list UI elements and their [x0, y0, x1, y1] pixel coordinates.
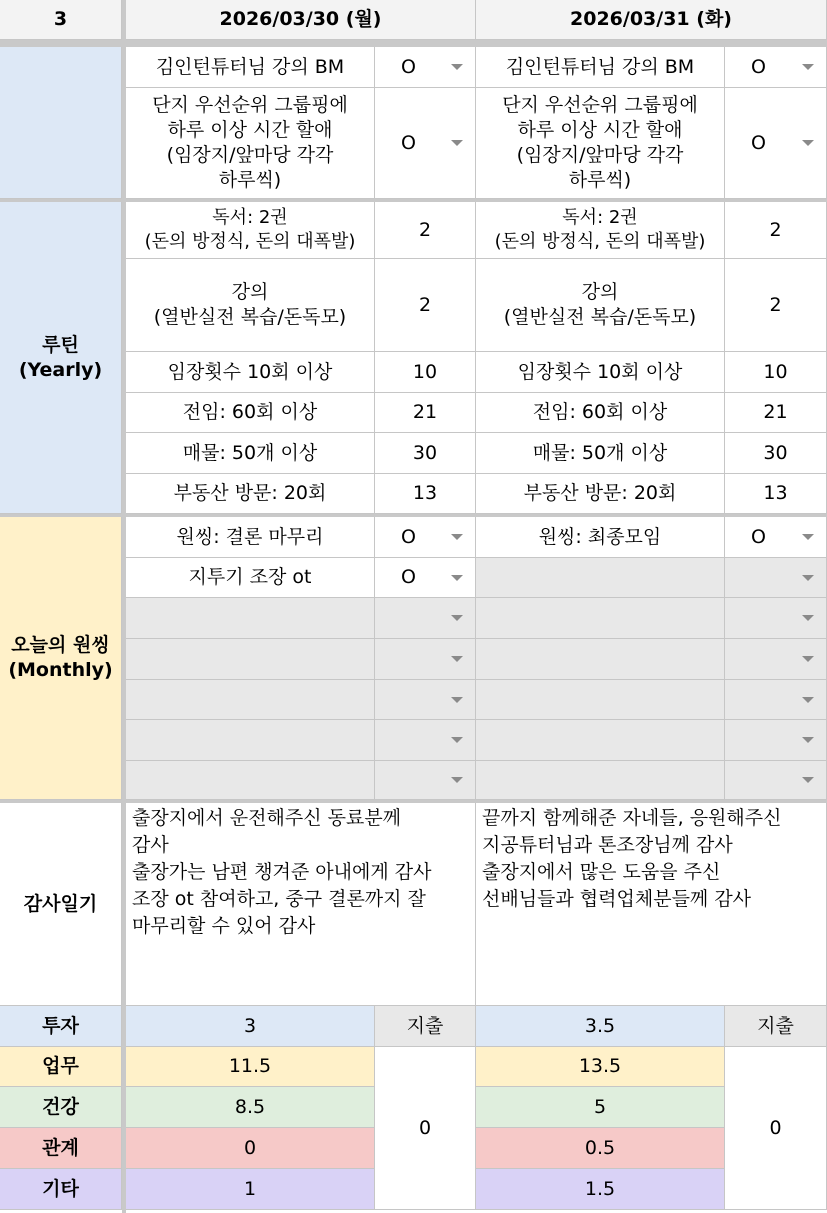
one-thing-label[interactable]: [476, 598, 725, 639]
stat-invest-value[interactable]: 3.5: [476, 1006, 725, 1047]
stat-label-work[interactable]: 업무: [0, 1047, 122, 1087]
routine-label[interactable]: 부동산 방문: 20회: [126, 474, 375, 514]
routine-value[interactable]: 30: [725, 433, 827, 474]
routine-label[interactable]: 전임: 60회 이상: [476, 393, 725, 433]
routine-value[interactable]: 2: [725, 202, 827, 259]
stat-health-value[interactable]: 5: [476, 1087, 725, 1128]
chevron-down-icon[interactable]: [802, 534, 814, 540]
gratitude-section-label[interactable]: 감사일기: [0, 803, 122, 1006]
stat-etc-value[interactable]: 1.5: [476, 1169, 725, 1210]
stat-relation-value[interactable]: 0: [126, 1128, 375, 1169]
routine-value[interactable]: 10: [375, 352, 476, 393]
routine-label[interactable]: 독서: 2권 (돈의 방정식, 돈의 대폭발): [476, 202, 725, 259]
expense-value[interactable]: 0: [375, 1047, 476, 1210]
chevron-down-icon[interactable]: [451, 64, 463, 70]
one-thing-status-dropdown[interactable]: [375, 761, 476, 800]
one-thing-label[interactable]: [476, 680, 725, 720]
routine-value[interactable]: 2: [375, 202, 476, 259]
one-thing-section-label[interactable]: 오늘의 원씽 (Monthly): [0, 517, 122, 800]
chevron-down-icon[interactable]: [451, 697, 463, 703]
routine-value[interactable]: 2: [725, 259, 827, 352]
routine-label[interactable]: 전임: 60회 이상: [126, 393, 375, 433]
chevron-down-icon[interactable]: [451, 534, 463, 540]
chevron-down-icon[interactable]: [802, 64, 814, 70]
chevron-down-icon[interactable]: [802, 777, 814, 783]
week-number-cell[interactable]: [0, 0, 122, 40]
chevron-down-icon[interactable]: [451, 737, 463, 743]
routine-value[interactable]: 30: [375, 433, 476, 474]
gratitude-diary-day1[interactable]: 출장지에서 운전해주신 동료분께 감사 출장가는 남편 챙겨준 아내에게 감사 조장 ot 참여하고, 중구 결론까지 잘 마무리할 수 있어 감사: [126, 803, 476, 1006]
task-status-dropdown[interactable]: O: [725, 47, 827, 88]
chevron-down-icon[interactable]: [451, 615, 463, 621]
one-thing-label[interactable]: [476, 558, 725, 598]
chevron-down-icon[interactable]: [802, 615, 814, 621]
routine-label[interactable]: 강의 (열반실전 복습/돈독모): [126, 259, 375, 352]
one-thing-label[interactable]: 원씽: 결론 마무리: [126, 517, 375, 558]
one-thing-status-dropdown[interactable]: [375, 680, 476, 720]
one-thing-label[interactable]: [126, 720, 375, 761]
stat-etc-value[interactable]: 1: [126, 1169, 375, 1210]
one-thing-label[interactable]: [476, 639, 725, 680]
routine-section-label[interactable]: 루틴 (Yearly): [0, 202, 122, 514]
task-status-dropdown[interactable]: O: [375, 88, 476, 199]
routine-value[interactable]: 13: [375, 474, 476, 514]
chevron-down-icon[interactable]: [451, 656, 463, 662]
expense-value[interactable]: 0: [725, 1047, 827, 1210]
one-thing-label[interactable]: [126, 598, 375, 639]
chevron-down-icon[interactable]: [802, 656, 814, 662]
routine-value[interactable]: 21: [375, 393, 476, 433]
routine-value[interactable]: 2: [375, 259, 476, 352]
stat-work-value[interactable]: 11.5: [126, 1047, 375, 1087]
chevron-down-icon[interactable]: [451, 575, 463, 581]
stat-label-invest[interactable]: 투자: [0, 1006, 122, 1047]
routine-value[interactable]: 10: [725, 352, 827, 393]
routine-label[interactable]: 독서: 2권 (돈의 방정식, 돈의 대폭발): [126, 202, 375, 259]
routine-label[interactable]: 임장횟수 10회 이상: [476, 352, 725, 393]
one-thing-status-dropdown[interactable]: O: [375, 517, 476, 558]
chevron-down-icon[interactable]: [802, 140, 814, 146]
one-thing-label[interactable]: [126, 639, 375, 680]
one-thing-label[interactable]: [126, 680, 375, 720]
routine-label[interactable]: 임장횟수 10회 이상: [126, 352, 375, 393]
one-thing-label[interactable]: [126, 761, 375, 800]
task-status-dropdown[interactable]: O: [375, 47, 476, 88]
one-thing-status-dropdown[interactable]: O: [725, 517, 827, 558]
gratitude-diary-day2[interactable]: 끝까지 함께해준 자네들, 응원해주신 지공튜터님과 톤조장님께 감사 출장지에서 많은 도움을 주신 선배님들과 협력업체분들께 감사: [476, 803, 827, 1006]
routine-label[interactable]: 매물: 50개 이상: [476, 433, 725, 474]
stat-label-health[interactable]: 건강: [0, 1087, 122, 1128]
one-thing-label[interactable]: 원씽: 최종모임: [476, 517, 725, 558]
top-tasks-label-cell[interactable]: [0, 47, 122, 199]
routine-value[interactable]: 21: [725, 393, 827, 433]
stat-relation-value[interactable]: 0.5: [476, 1128, 725, 1169]
expense-label[interactable]: 지출: [725, 1006, 827, 1047]
one-thing-status-dropdown[interactable]: [725, 598, 827, 639]
task-status-dropdown[interactable]: O: [725, 88, 827, 199]
stat-work-value[interactable]: 13.5: [476, 1047, 725, 1087]
date-header-day1[interactable]: 2026/03/30 (월): [126, 0, 476, 40]
one-thing-status-dropdown[interactable]: [725, 639, 827, 680]
expense-label[interactable]: 지출: [375, 1006, 476, 1047]
chevron-down-icon[interactable]: [802, 697, 814, 703]
date-header-day2[interactable]: 2026/03/31 (화): [476, 0, 827, 40]
stat-label-relation[interactable]: 관계: [0, 1128, 122, 1169]
one-thing-status-dropdown[interactable]: [375, 639, 476, 680]
stat-label-etc[interactable]: 기타: [0, 1169, 122, 1210]
one-thing-label[interactable]: 지투기 조장 ot: [126, 558, 375, 598]
one-thing-status-dropdown[interactable]: [725, 680, 827, 720]
one-thing-status-dropdown[interactable]: [725, 558, 827, 598]
one-thing-label[interactable]: [476, 720, 725, 761]
task-label[interactable]: 김인턴튜터님 강의 BM: [126, 47, 375, 88]
one-thing-status-dropdown[interactable]: [725, 761, 827, 800]
routine-label[interactable]: 강의 (열반실전 복습/돈독모): [476, 259, 725, 352]
stat-invest-value[interactable]: 3: [126, 1006, 375, 1047]
week-number: 3: [53, 8, 68, 30]
chevron-down-icon[interactable]: [802, 737, 814, 743]
chevron-down-icon[interactable]: [451, 140, 463, 146]
one-thing-status-dropdown[interactable]: O: [375, 558, 476, 598]
one-thing-status-dropdown[interactable]: [375, 598, 476, 639]
task-label[interactable]: 단지 우선순위 그룹핑에 하루 이상 시간 할애 (임장지/앞마당 각각 하루씩): [126, 88, 375, 199]
one-thing-status-dropdown[interactable]: [725, 720, 827, 761]
routine-label[interactable]: 매물: 50개 이상: [126, 433, 375, 474]
task-label[interactable]: 김인턴튜터님 강의 BM: [476, 47, 725, 88]
one-thing-status-dropdown[interactable]: [375, 720, 476, 761]
chevron-down-icon[interactable]: [451, 777, 463, 783]
one-thing-label[interactable]: [476, 761, 725, 800]
stat-health-value[interactable]: 8.5: [126, 1087, 375, 1128]
routine-value[interactable]: 13: [725, 474, 827, 514]
task-label[interactable]: 단지 우선순위 그룹핑에 하루 이상 시간 할애 (임장지/앞마당 각각 하루씩): [476, 88, 725, 199]
routine-label[interactable]: 부동산 방문: 20회: [476, 474, 725, 514]
chevron-down-icon[interactable]: [802, 575, 814, 581]
